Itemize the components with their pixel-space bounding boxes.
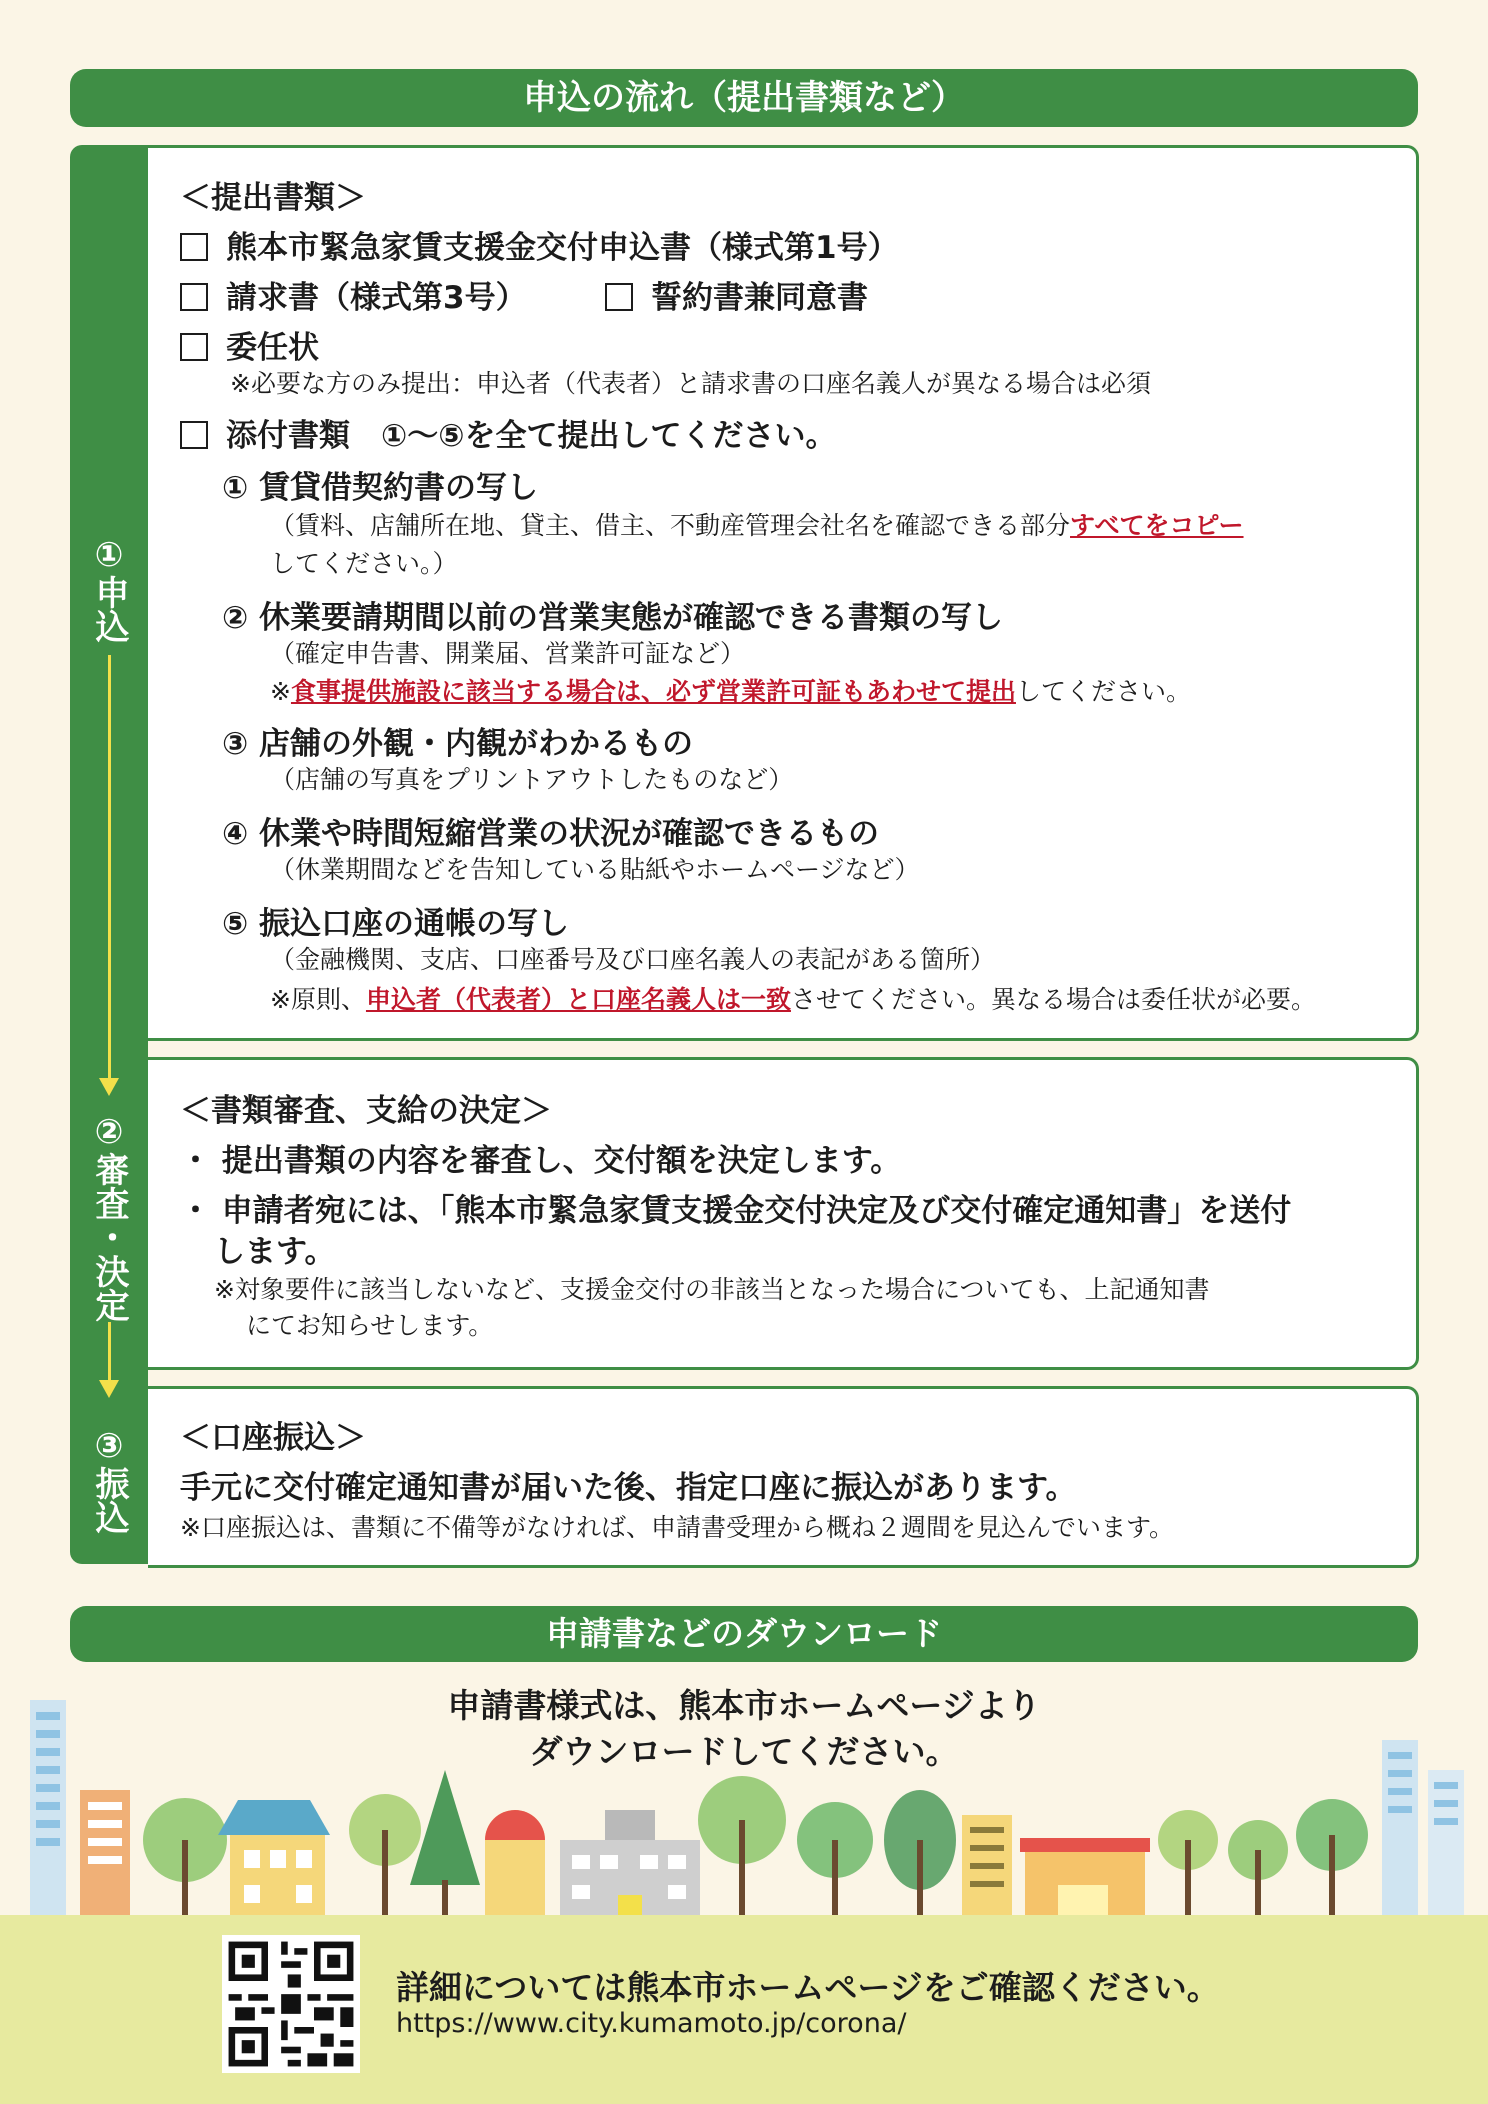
attachment-note: （金融機関、支店、口座番号及び口座名義人の表記がある箇所） — [270, 945, 996, 974]
flow-banner: 申込の流れ（提出書類など） — [70, 69, 1418, 127]
step-label-transfer: ③振込 — [89, 1426, 129, 1534]
checkbox-icon — [180, 233, 208, 261]
checkbox-icon — [180, 421, 208, 449]
checklist-item: 添付書類 ①～⑤を全て提出してください。 — [180, 410, 837, 455]
attachment-note: （確定申告書、開業届、営業許可証など） — [270, 639, 746, 668]
checklist-item: 誓約書兼同意書 — [605, 272, 868, 317]
checklist-item: 委任状 — [180, 322, 319, 367]
step-label-apply: ①申込 — [89, 535, 129, 643]
arrow-down-icon — [99, 1078, 119, 1096]
attachment-note: （賃料、店舗所在地、貸主、借主、不動産管理会社名を確認できる部分すべてをコピー — [270, 511, 1244, 540]
attachment-title: ④ 休業や時間短縮営業の状況が確認できるもの — [222, 816, 880, 852]
proxy-note: ※必要な方のみ提出：申込者（代表者）と請求書の口座名義人が異なる場合は必須 — [230, 369, 1151, 398]
review-note: ※対象要件に該当しないなど、支援金交付の非該当となった場合についても、上記通知書 — [214, 1275, 1210, 1304]
download-text: ダウンロードしてください。 — [529, 1732, 959, 1771]
checkbox-icon — [180, 283, 208, 311]
qr-code-icon[interactable] — [222, 1935, 360, 2073]
download-text: 申請書様式は、熊本市ホームページより — [447, 1686, 1041, 1725]
attachment-warning: ※原則、申込者（代表者）と口座名義人は一致させてください。異なる場合は委任状が必要。 — [270, 985, 1316, 1014]
review-bullet: ・ 提出書類の内容を審査し、交付額を決定します。 — [180, 1143, 902, 1179]
attachment-title: ① 賃貸借契約書の写し — [222, 470, 539, 506]
arrow-line-1 — [108, 655, 111, 1080]
checkbox-icon — [180, 333, 208, 361]
review-note: にてお知らせします。 — [246, 1311, 494, 1340]
checklist-item: 熊本市緊急家賃支援金交付申込書（様式第1号） — [180, 222, 899, 267]
attachment-title: ② 休業要請期間以前の営業実態が確認できる書類の写し — [222, 600, 1004, 636]
transfer-main: 手元に交付確定通知書が届いた後、指定口座に振込があります。 — [180, 1470, 1077, 1506]
footer-url-link[interactable]: https://www.city.kumamoto.jp/corona/ — [396, 2008, 907, 2039]
townscape-illustration — [0, 1690, 1488, 1930]
review-bullet: ・ 申請者宛には、「熊本市緊急家賃支援金交付決定及び交付確定通知書」を送付 — [180, 1193, 1292, 1229]
checklist-item: 請求書（様式第3号） — [180, 272, 527, 317]
attachment-title: ⑤ 振込口座の通帳の写し — [222, 906, 570, 942]
arrow-down-icon — [99, 1380, 119, 1398]
documents-heading: ＜提出書類＞ — [180, 180, 366, 216]
transfer-heading: ＜口座振込＞ — [180, 1420, 366, 1456]
step-label-review: ②審査・決定 — [89, 1112, 129, 1322]
arrow-line-2 — [108, 1322, 111, 1384]
attachment-title: ③ 店舗の外観・内観がわかるもの — [222, 726, 694, 762]
attachment-warning: ※食事提供施設に該当する場合は、必ず営業許可証もあわせて提出してください。 — [270, 677, 1191, 706]
attachment-note: してください。） — [270, 549, 458, 578]
review-heading: ＜書類審査、支給の決定＞ — [180, 1093, 552, 1129]
transfer-note: ※口座振込は、書類に不備等がなければ、申請書受理から概ね２週間を見込んでいます。 — [180, 1513, 1174, 1542]
attachment-note: （店舗の写真をプリントアウトしたものなど） — [270, 765, 794, 794]
checkbox-icon — [605, 283, 633, 311]
attachment-note: （休業期間などを告知している貼紙やホームページなど） — [270, 855, 920, 884]
review-bullet-cont: します。 — [214, 1234, 336, 1270]
download-banner: 申請書などのダウンロード — [70, 1606, 1418, 1662]
footer-message: 詳細については熊本市ホームページをご確認ください。 — [396, 1968, 1220, 2007]
